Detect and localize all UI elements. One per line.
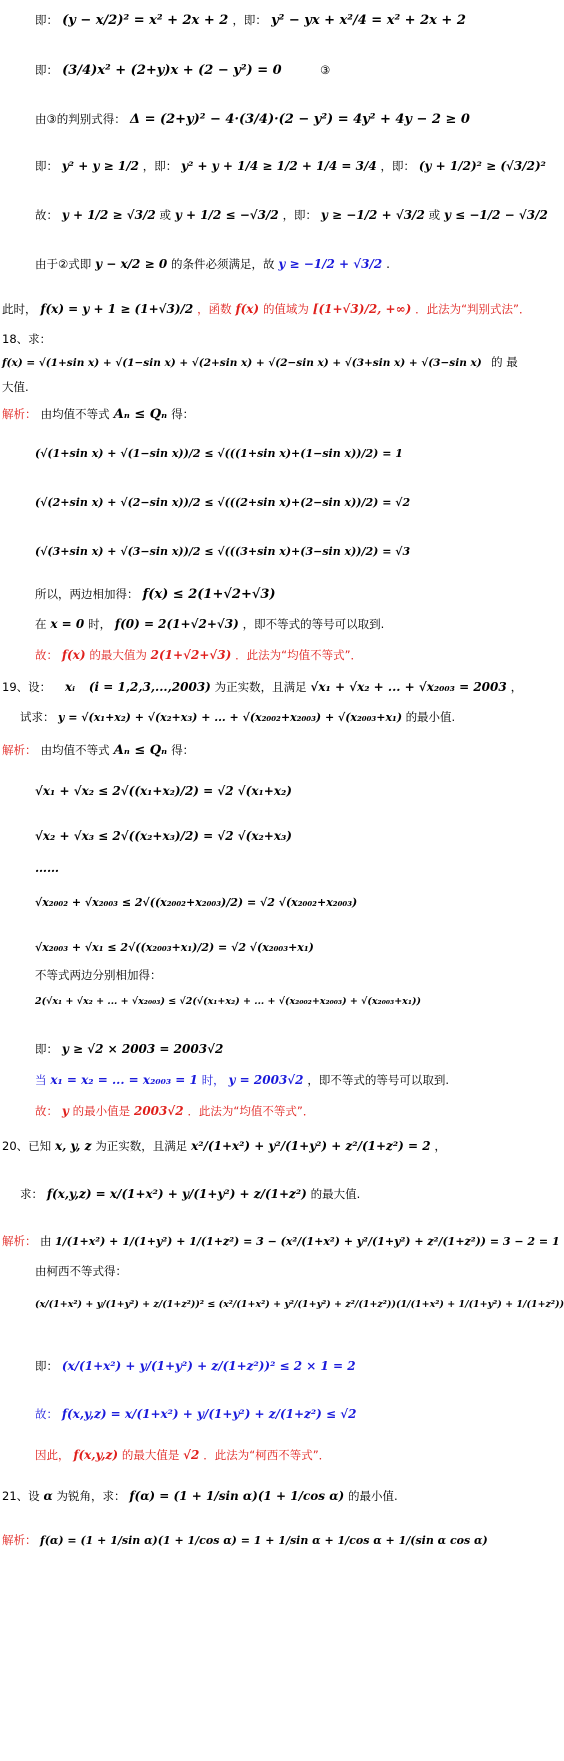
math-expression: f(x)	[61, 648, 86, 662]
text-label: ，即：	[142, 159, 178, 173]
text-label: 的最大值.	[310, 1187, 361, 1201]
text-label: ，即：	[282, 208, 318, 222]
text-label: 的最大值为	[89, 648, 147, 662]
question-number: 18、求：	[2, 332, 52, 346]
text-label: 求：	[20, 1187, 43, 1201]
equation-line	[35, 942, 314, 953]
math-expression: (√(1+sin x) + √(1−sin x))/2 ≤ √(((1+sin x)+(1−sin x))/2) = 1	[35, 447, 403, 460]
text-label: 故：	[35, 1407, 58, 1421]
question-line	[2, 1140, 446, 1153]
question-line	[20, 712, 455, 724]
math-expression: y² − yx + x²/4 = x² + 2x + 2	[271, 13, 466, 28]
text-label: 为锐角，求：	[56, 1489, 126, 1503]
equation-line	[35, 1360, 356, 1373]
math-expression: x₁ = x₂ = ... = x₂₀₀₃ = 1	[50, 1073, 198, 1087]
math-expression: √x₂₀₀₃ + √x₁ ≤ 2√((x₂₀₀₃+x₁)/2) = √2 √(x₂₀₀₃+x₁)	[35, 941, 314, 954]
text-label: 的最小值.	[347, 1489, 398, 1503]
text-label: ．此法为“均值不等式”．	[235, 648, 363, 662]
math-expression: f(x) = √(1+sin x) + √(1−sin x) + √(2+sin x) + √(2−sin x) + √(3+sin x) + √(3−sin x)	[2, 357, 482, 369]
solution-line	[2, 1535, 488, 1547]
equation-line	[2, 303, 531, 316]
math-expression: √2	[183, 1448, 200, 1462]
text-label: 即：	[35, 1042, 58, 1056]
text-label: ，即：	[380, 159, 416, 173]
text-label: ，即不等式的等号可以取到.	[242, 617, 385, 631]
question-number: 19、设：	[2, 680, 52, 694]
text-label: 得：	[171, 743, 195, 757]
equation-line	[35, 785, 292, 797]
math-expression: x²/(1+x²) + y²/(1+y²) + z²/(1+z²) = 2	[191, 1139, 431, 1153]
math-expression: f(x)	[235, 302, 260, 316]
math-expression: x = 0	[50, 617, 85, 631]
math-expression: (√(3+sin x) + √(3−sin x))/2 ≤ √(((3+sin x)+(3−sin x))/2) = √3	[35, 545, 411, 558]
question-number: 20、已知	[2, 1139, 52, 1153]
math-expression: f(0) = 2(1+√2+√3)	[114, 617, 239, 631]
math-expression: y + 1/2 ≤ −√3/2	[174, 208, 279, 222]
text-label: 大值.	[2, 380, 29, 394]
math-expression: (y − x/2)² = x² + 2x + 2	[62, 13, 229, 28]
text-label: 为正实数，且满足	[214, 680, 307, 694]
math-expression: (x/(1+x²) + y/(1+y²) + z/(1+z²))² ≤ (x²/(1+x²) + y²/(1+y²) + z²/(1+z²))(1/(1+x²) + 1/(1+y²) + 1/(1+z²))	[35, 1299, 564, 1310]
math-expression: y ≥ −1/2 + √3/2	[278, 257, 383, 271]
question-line	[20, 1188, 360, 1201]
period: .	[386, 257, 390, 271]
text-label: 试求：	[20, 710, 55, 724]
math-expression: y + 1/2 ≥ √3/2	[61, 208, 156, 222]
text-label: ．此法为“均值不等式”．	[187, 1104, 315, 1118]
text-label: ，即：	[232, 13, 267, 27]
text-label: ，函数	[197, 302, 232, 316]
question-line	[2, 1490, 398, 1503]
text-label: ．此法为“判别式法”．	[415, 302, 531, 316]
text-label: 的最小值.	[405, 710, 456, 724]
question-line	[2, 681, 523, 694]
text-label: 即：	[35, 159, 58, 173]
equation-line	[35, 14, 466, 27]
text-label: 的 最	[491, 355, 518, 369]
math-expression: [(1+√3)/2, +∞)	[312, 302, 412, 316]
equation-line	[35, 1074, 449, 1087]
text-label: 由均值不等式	[40, 743, 110, 757]
text-label: 的值域为	[262, 302, 309, 316]
math-expression: (i = 1,2,3,...,2003)	[88, 680, 211, 694]
ellipsis-line	[35, 862, 59, 874]
math-expression: Aₙ ≤ Qₙ	[113, 743, 168, 758]
math-expression: f(x,y,z)	[73, 1448, 118, 1462]
math-expression: (3/4)x² + (2+y)x + (2 − y²) = 0	[62, 63, 282, 78]
text-label: ，即不等式的等号可以取到.	[307, 1073, 450, 1087]
math-expression: 2(√x₁ + √x₂ + ... + √x₂₀₀₃) ≤ √2(√(x₁+x₂) + ... + √(x₂₀₀₂+x₂₀₀₃) + √(x₂₀₀₃+x₁))	[35, 996, 421, 1007]
equation-line	[35, 618, 384, 631]
math-expression: y = √(x₁+x₂) + √(x₂+x₃) + ... + √(x₂₀₀₂+x₂₀₀₃) + √(x₂₀₀₃+x₁)	[58, 711, 403, 724]
math-expression: Aₙ ≤ Qₙ	[113, 407, 168, 422]
math-expression: y − x/2 ≥ 0	[95, 257, 168, 271]
text-label: 时，	[201, 1073, 225, 1087]
math-expression: y ≥ √2 × 2003 = 2003√2	[61, 1042, 224, 1056]
question-number: 21、设	[2, 1489, 40, 1503]
equation-line	[35, 64, 330, 77]
math-expression: y	[61, 1104, 69, 1118]
solution-label: 解析：	[2, 1234, 37, 1248]
text-label: 故：	[35, 1104, 58, 1118]
solution-line	[2, 408, 194, 421]
solution-line	[2, 744, 194, 757]
math-expression: f(x,y,z) = x/(1+x²) + y/(1+y²) + z/(1+z²)	[46, 1187, 307, 1201]
text-label: 由于②式即	[35, 257, 92, 271]
math-expression: √x₂₀₀₂ + √x₂₀₀₃ ≤ 2√((x₂₀₀₂+x₂₀₀₃)/2) = √2 √(x₂₀₀₂+x₂₀₀₃)	[35, 896, 358, 909]
solution-label: 解析：	[2, 407, 37, 421]
equation-line	[35, 1043, 223, 1056]
text-label: 不等式两边分别相加得：	[35, 968, 162, 982]
text-label: 所以，两边相加得：	[35, 587, 139, 601]
equation-line	[35, 448, 403, 459]
text-label: 在	[35, 617, 47, 631]
text-label: 因此，	[35, 1448, 70, 1462]
math-expression: xᵢ	[64, 680, 75, 694]
math-expression: √x₁ + √x₂ + ... + √x₂₀₀₃ = 2003	[310, 680, 507, 694]
equation-line	[35, 1300, 564, 1310]
text-label: 或	[428, 208, 441, 222]
math-expression: (√(2+sin x) + √(2−sin x))/2 ≤ √(((2+sin x)+(2−sin x))/2) = √2	[35, 496, 411, 509]
equation-line	[35, 1408, 356, 1421]
math-expression: f(x,y,z) = x/(1+x²) + y/(1+y²) + z/(1+z²) ≤ √2	[61, 1407, 357, 1421]
equation-line	[35, 497, 410, 508]
math-expression: (y + 1/2)² ≥ (√3/2)²	[418, 159, 546, 173]
conclusion-line	[35, 1105, 314, 1118]
text-label: 得：	[171, 407, 195, 421]
equation-line	[35, 830, 292, 842]
text-label: 故：	[35, 208, 58, 222]
math-expression: √x₂ + √x₃ ≤ 2√((x₂+x₃)/2) = √2 √(x₂+x₃)	[35, 829, 292, 843]
equation-line	[35, 258, 390, 271]
text-label: 由③的判别式得：	[35, 112, 126, 126]
text-label: 即：	[35, 63, 58, 77]
math-expression: 1/(1+x²) + 1/(1+y²) + 1/(1+z²) = 3 − (x²/(1+x²) + y²/(1+y²) + z²/(1+z²)) = 3 − 2 = 1	[55, 1235, 560, 1248]
equation-line	[35, 897, 357, 908]
solution-label: 解析：	[2, 1533, 37, 1547]
text-label: 的条件必须满足，故	[171, 257, 275, 271]
solution-line	[2, 1236, 560, 1248]
math-expression: y = 2003√2	[228, 1073, 304, 1087]
math-expression: √x₁ + √x₂ ≤ 2√((x₁+x₂)/2) = √2 √(x₁+x₂)	[35, 784, 292, 798]
text-label: 当	[35, 1073, 47, 1087]
math-expression: α	[43, 1489, 53, 1503]
comma: ，	[434, 1139, 447, 1153]
math-expression: y² + y + 1/4 ≥ 1/2 + 1/4 = 3/4	[181, 159, 377, 173]
math-expression: y ≥ −1/2 + √3/2	[320, 208, 425, 222]
equation-line	[35, 588, 276, 601]
math-expression: y ≤ −1/2 − √3/2	[443, 208, 548, 222]
equation-line	[35, 160, 546, 173]
equation-line	[35, 546, 410, 557]
solution-label: 解析：	[2, 743, 37, 757]
equation-line	[35, 113, 470, 126]
text-label: 即：	[35, 1359, 58, 1373]
conclusion-line	[35, 649, 362, 662]
math-expression: Δ = (2+y)² − 4·(3/4)·(2 − y²) = 4y² + 4y − 2 ≥ 0	[129, 112, 470, 127]
text-label: 由均值不等式	[40, 407, 110, 421]
math-expression: (x/(1+x²) + y/(1+y²) + z/(1+z²))² ≤ 2 × 1 = 2	[61, 1359, 356, 1373]
math-expression: f(α) = (1 + 1/sin α)(1 + 1/cos α) = 1 + 1/sin α + 1/cos α + 1/(sin α cos α)	[40, 1534, 488, 1547]
text-label: 故：	[35, 648, 58, 662]
math-expression: f(α) = (1 + 1/sin α)(1 + 1/cos α)	[129, 1489, 345, 1503]
conclusion-line	[35, 1449, 330, 1462]
math-expression: x, y, z	[54, 1139, 92, 1153]
math-expression: y² + y ≥ 1/2	[61, 159, 139, 173]
text-label: 时，	[88, 617, 112, 631]
comma: ，	[510, 680, 523, 694]
text-label: 即：	[35, 13, 58, 27]
equation-tag: ③	[319, 63, 331, 77]
equation-line	[35, 209, 548, 222]
question-line	[2, 357, 518, 369]
math-expression: f(x) ≤ 2(1+√2+√3)	[142, 587, 276, 602]
text-label: 为正实数，且满足	[95, 1139, 188, 1153]
equation-line	[35, 997, 421, 1007]
text-label: 由柯西不等式得：	[35, 1264, 127, 1278]
text-label: ．此法为“柯西不等式”．	[203, 1448, 331, 1462]
text-label: 此时，	[2, 302, 37, 316]
math-expression: 2(1+√2+√3)	[150, 648, 232, 662]
math-expression: 2003√2	[133, 1104, 184, 1118]
text-label: 的最小值是	[72, 1104, 131, 1118]
text-label: 由	[40, 1234, 52, 1248]
math-expression: ……	[35, 861, 59, 875]
text-label: 或	[159, 208, 171, 222]
text-label: 的最大值是	[121, 1448, 180, 1462]
math-expression: f(x) = y + 1 ≥ (1+√3)/2	[40, 302, 194, 316]
